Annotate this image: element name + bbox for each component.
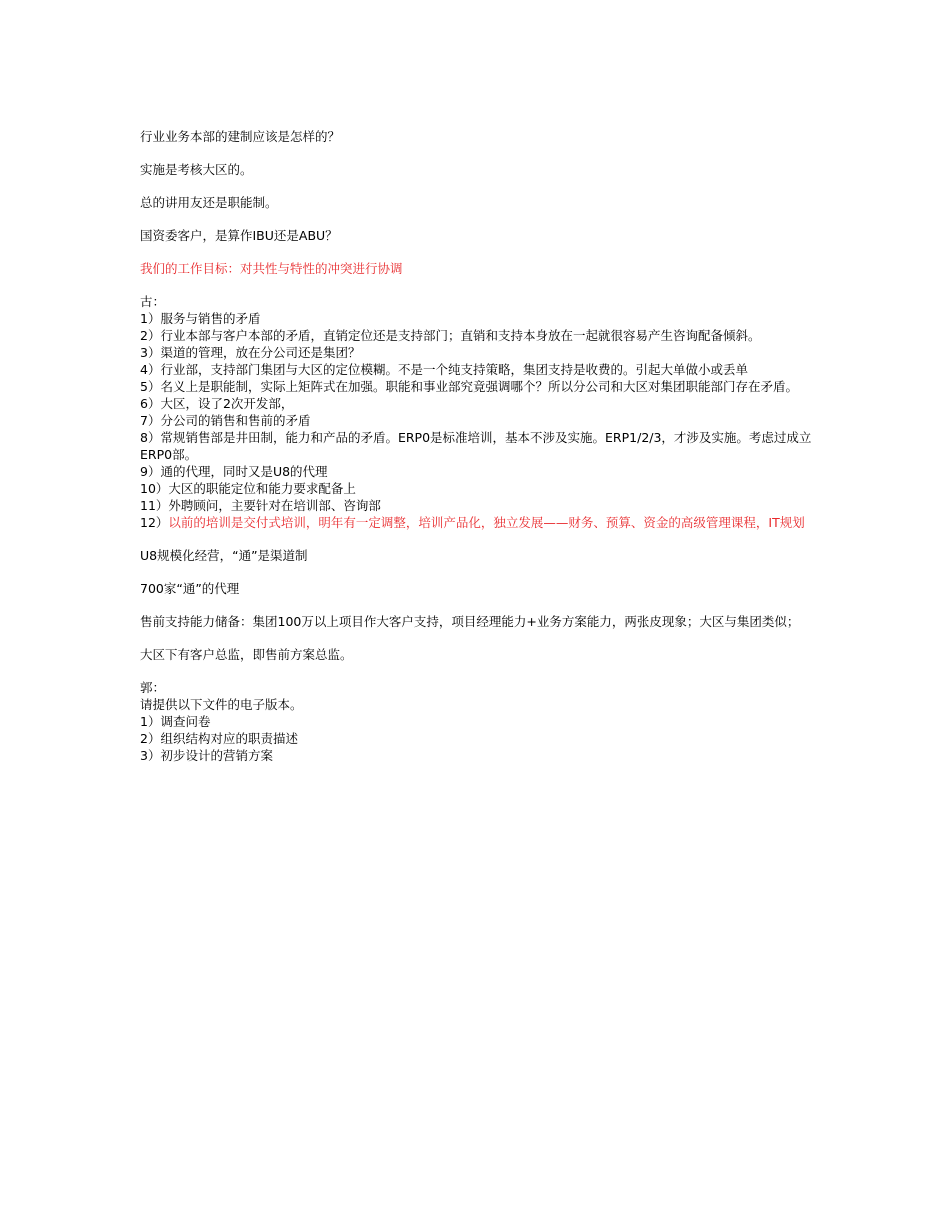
list-item: 10）大区的职能定位和能力要求配备上 [140,481,356,496]
list-item: 2）组织结构对应的职责描述 [140,731,298,746]
paragraph: U8规模化经营，“通”是渠道制 [140,548,308,563]
list-item: 5）名义上是职能制，实际上矩阵式在加强。职能和事业部究竟强调哪个？所以分公司和大区对集团职能部门存在矛盾。 [140,379,798,394]
list-item: 3）初步设计的营销方案 [140,748,273,763]
gu-section [140,293,815,531]
section-heading: 郭： [140,680,166,695]
list-item-highlighted [140,514,815,531]
list-item: 1）调查问卷 [140,714,211,729]
document-page [140,128,815,780]
list-item: 3）渠道的管理，放在分公司还是集团？ [140,345,361,360]
paragraph: 实施是考核大区的。 [140,162,253,177]
list-item: 9）通的代理，同时又是U8的代理 [140,464,328,479]
list-item-highlight-text: 以前的培训是交付式培训，明年有一定调整，培训产品化，独立发展——财务、预算、资金的高级管理课程，IT规划 [168,515,805,530]
list-item: 11）外聘顾问，主要针对在培训部、咨询部 [140,498,381,513]
question-paragraph: 国资委客户，是算作IBU还是ABU？ [140,228,338,243]
list-item: 4）行业部，支持部门集团与大区的定位模糊。不是一个纯支持策略，集团支持是收费的。引起大单做小或丢单 [140,362,748,377]
section-intro: 请提供以下文件的电子版本。 [140,697,303,712]
paragraph: 大区下有客户总监，即售前方案总监。 [140,647,353,662]
paragraph: 700家“通”的代理 [140,581,240,596]
work-goal: 我们的工作目标：对共性与特性的冲突进行协调 [140,261,403,276]
section-heading: 古： [140,294,166,309]
list-item-number: 12） [140,515,169,530]
paragraph: 总的讲用友还是职能制。 [140,195,278,210]
list-item: 6）大区，设了2次开发部， [140,396,294,411]
list-item: 7）分公司的销售和售前的矛盾 [140,413,311,428]
question-paragraph: 行业业务本部的建制应该是怎样的？ [140,129,341,144]
list-item: 8）常规销售部是井田制，能力和产品的矛盾。ERP0是标准培训，基本不涉及实施。ERP1/2/3，才涉及实施。考虑过成立ERP0部。 [140,430,812,462]
list-item: 2）行业本部与客户本部的矛盾，直销定位还是支持部门；直销和支持本身放在一起就很容易产生咨询配备倾斜。 [140,328,761,343]
paragraph: 售前支持能力储备：集团100万以上项目作大客户支持，项目经理能力+业务方案能力，两张皮现象；大区与集团类似； [140,614,800,629]
list-item: 1）服务与销售的矛盾 [140,311,261,326]
guo-section [140,679,815,764]
